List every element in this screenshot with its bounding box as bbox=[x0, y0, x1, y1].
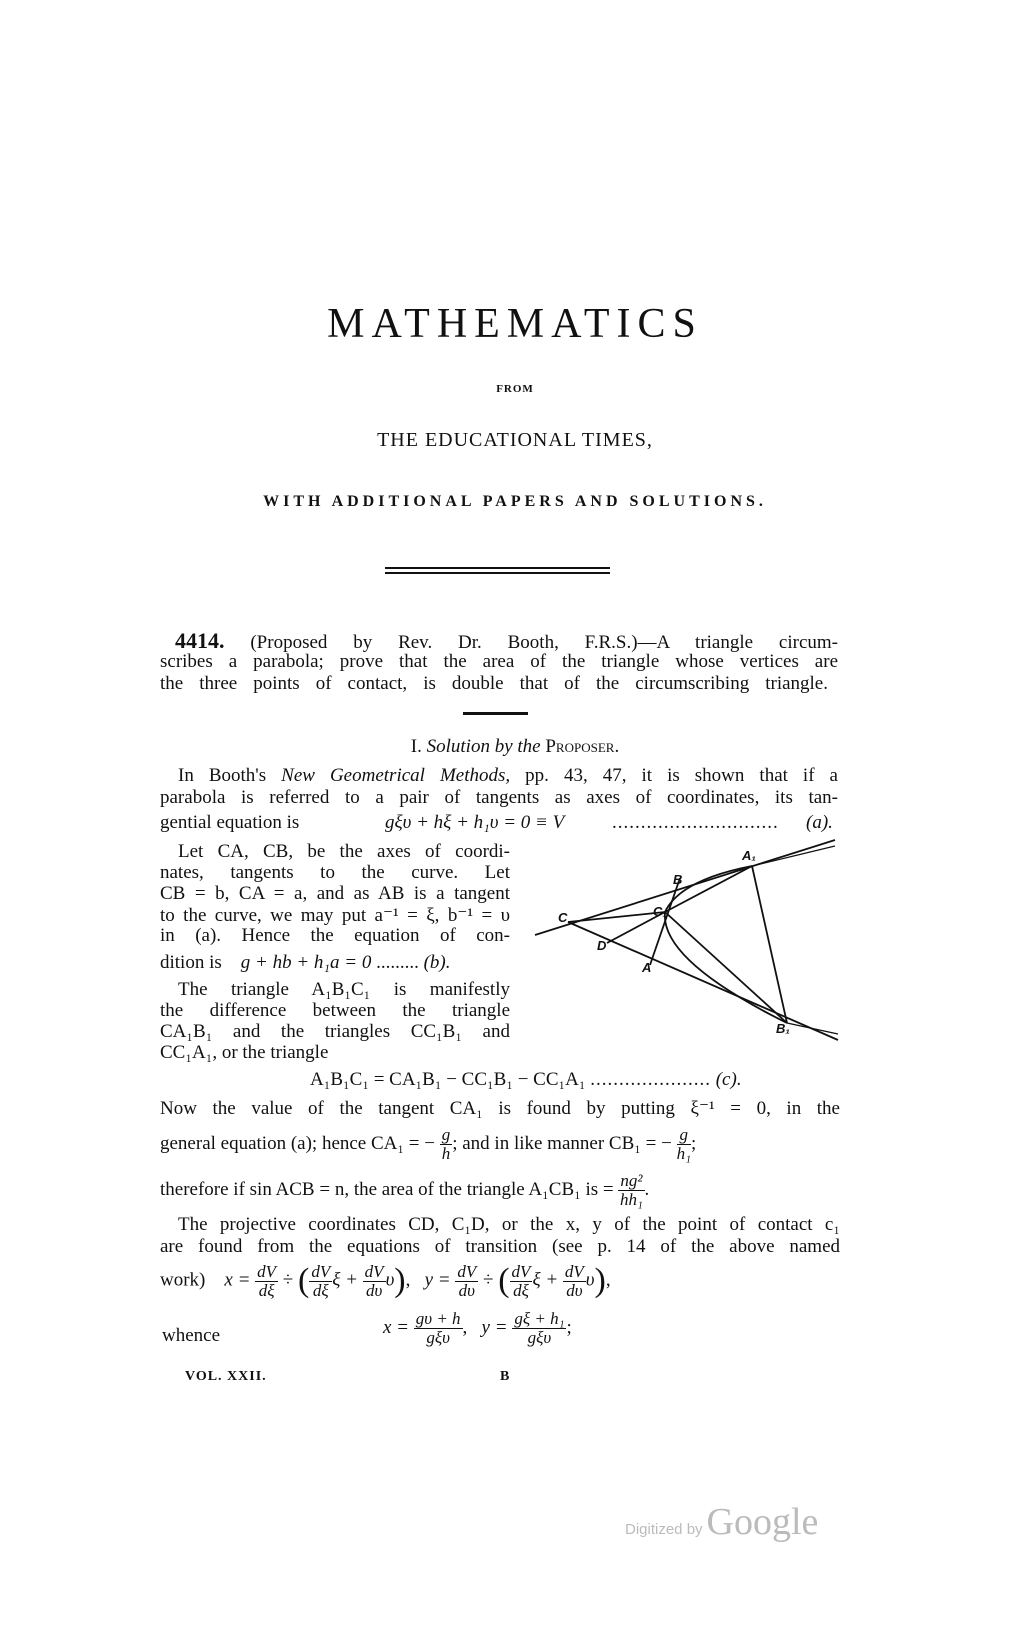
para-line-1: In Booth's New Geometrical Methods, pp. 43, 47, it is shown that if a bbox=[178, 765, 838, 786]
google-watermark: Digitized by Google bbox=[625, 1501, 819, 1543]
label-b: B bbox=[673, 872, 683, 887]
equation-c: A₁B₁C₁ = CA₁B₁ − CC₁B₁ − CC₁A₁ ..................... (c). bbox=[310, 1069, 742, 1090]
para-line-2: parabola is referred to a pair of tangents as axes of coordinates, its tan- bbox=[160, 787, 838, 808]
col-line-6: dition is g + hb + h₁a = 0 ......... (b). bbox=[160, 952, 451, 973]
tangent-line-cb1 bbox=[568, 922, 838, 1040]
col-line-7: The triangle A₁B₁C₁ is manifestly bbox=[178, 979, 510, 1000]
problem-line-2: scribes a parabola; prove that the area of the triangle whose vertices are bbox=[160, 651, 838, 672]
equation-b: g + hb + h₁a = 0 bbox=[240, 952, 372, 973]
problem-number: 4414. bbox=[175, 628, 225, 653]
label-a1: A₁ bbox=[742, 848, 756, 863]
col-line-8: the difference between the triangle bbox=[160, 1000, 510, 1021]
dot-leader-a: ............................. bbox=[612, 812, 779, 833]
volume-label: VOL. XXII. bbox=[185, 1369, 267, 1384]
problem-text: (Proposed by Rev. Dr. Booth, F.R.S.)—A triangle circum- bbox=[250, 632, 839, 653]
col-line-3: CB = b, CA = a, and as AB is a tangent bbox=[160, 883, 510, 904]
col-line-9: CA₁B₁ and the triangles CC₁B₁ and bbox=[160, 1021, 510, 1042]
line-proj-1: The projective coordinates CD, C₁D, or the x, y of the point of contact c₁ bbox=[178, 1214, 840, 1235]
solution-heading: I. Solution by the Proposer. bbox=[410, 736, 620, 757]
equation-whence: x = $\frac{g\upsilon + h}{\text{gξυ}}$ , y = $\frac{\text{gξ + h₁}}{\text{gξυ}}$ ; bbox=[383, 1309, 572, 1347]
page-title: MATHEMATICS bbox=[327, 301, 703, 347]
equation-a: gξυ + hξ + h₁υ = 0 ≡ V bbox=[385, 812, 565, 833]
line-general: general equation (a); hence CA₁ = − $\frac{g}{h}$ ; and in like manner CB₁ = − $\frac{g}{\text{h₁}}$ ; bbox=[160, 1125, 697, 1163]
label-d: D bbox=[597, 938, 607, 953]
col-line-2: nates, tangents to the curve. Let bbox=[160, 862, 510, 883]
col-line-4: to the curve, we may put a⁻¹ = ξ, b⁻¹ = υ bbox=[160, 905, 510, 926]
line-a1-b1 bbox=[752, 866, 787, 1023]
line-therefore: therefore if sin ACB = n, the area of the triangle A₁CB₁ is = $\frac{\text{ng²}}{\text{hh₁}}$ . bbox=[160, 1171, 650, 1209]
col-line-5: in (a). Hence the equation of con- bbox=[160, 925, 510, 946]
col-line-1: Let CA, CB, be the axes of coordi- bbox=[178, 841, 510, 862]
col-line-10: CC₁A₁, or the triangle bbox=[160, 1042, 329, 1063]
signature-mark: B bbox=[500, 1369, 510, 1384]
equation-a-label: (a). bbox=[806, 812, 833, 833]
from-label: FROM bbox=[496, 383, 534, 395]
problem-line-3: the three points of contact, is double that of the circumscribing triangle. bbox=[160, 673, 828, 694]
para-line-3: gential equation is bbox=[160, 812, 300, 833]
label-c: C bbox=[558, 910, 568, 925]
label-c1: C₁ bbox=[653, 904, 667, 919]
equation-transition: work) x = $\frac{dV}{d\xi}$ ÷ ( $\frac{dV}{d\xi}$ ξ + $\frac{dV}{d\upsilon}$ υ), y = $\frac{dV}{d\upsilon}$ ÷ ( $\frac{dV}{d\xi}$ ξ + $\frac{dV}{d\upsilon}$ υ), bbox=[160, 1261, 611, 1300]
label-a: A bbox=[642, 960, 652, 975]
line-c1-b1 bbox=[665, 912, 787, 1023]
subtitle: WITH ADDITIONAL PAPERS AND SOLUTIONS. bbox=[263, 493, 767, 510]
label-b1: B₁ bbox=[776, 1021, 790, 1036]
whence-label: whence bbox=[162, 1325, 221, 1346]
journal-title: THE EDUCATIONAL TIMES, bbox=[377, 429, 653, 451]
line-proj-2: are found from the equations of transition (see p. 14 of the above named bbox=[160, 1236, 840, 1257]
line-now: Now the value of the tangent CA₁ is found by putting ξ⁻¹ = 0, in the bbox=[160, 1098, 840, 1119]
